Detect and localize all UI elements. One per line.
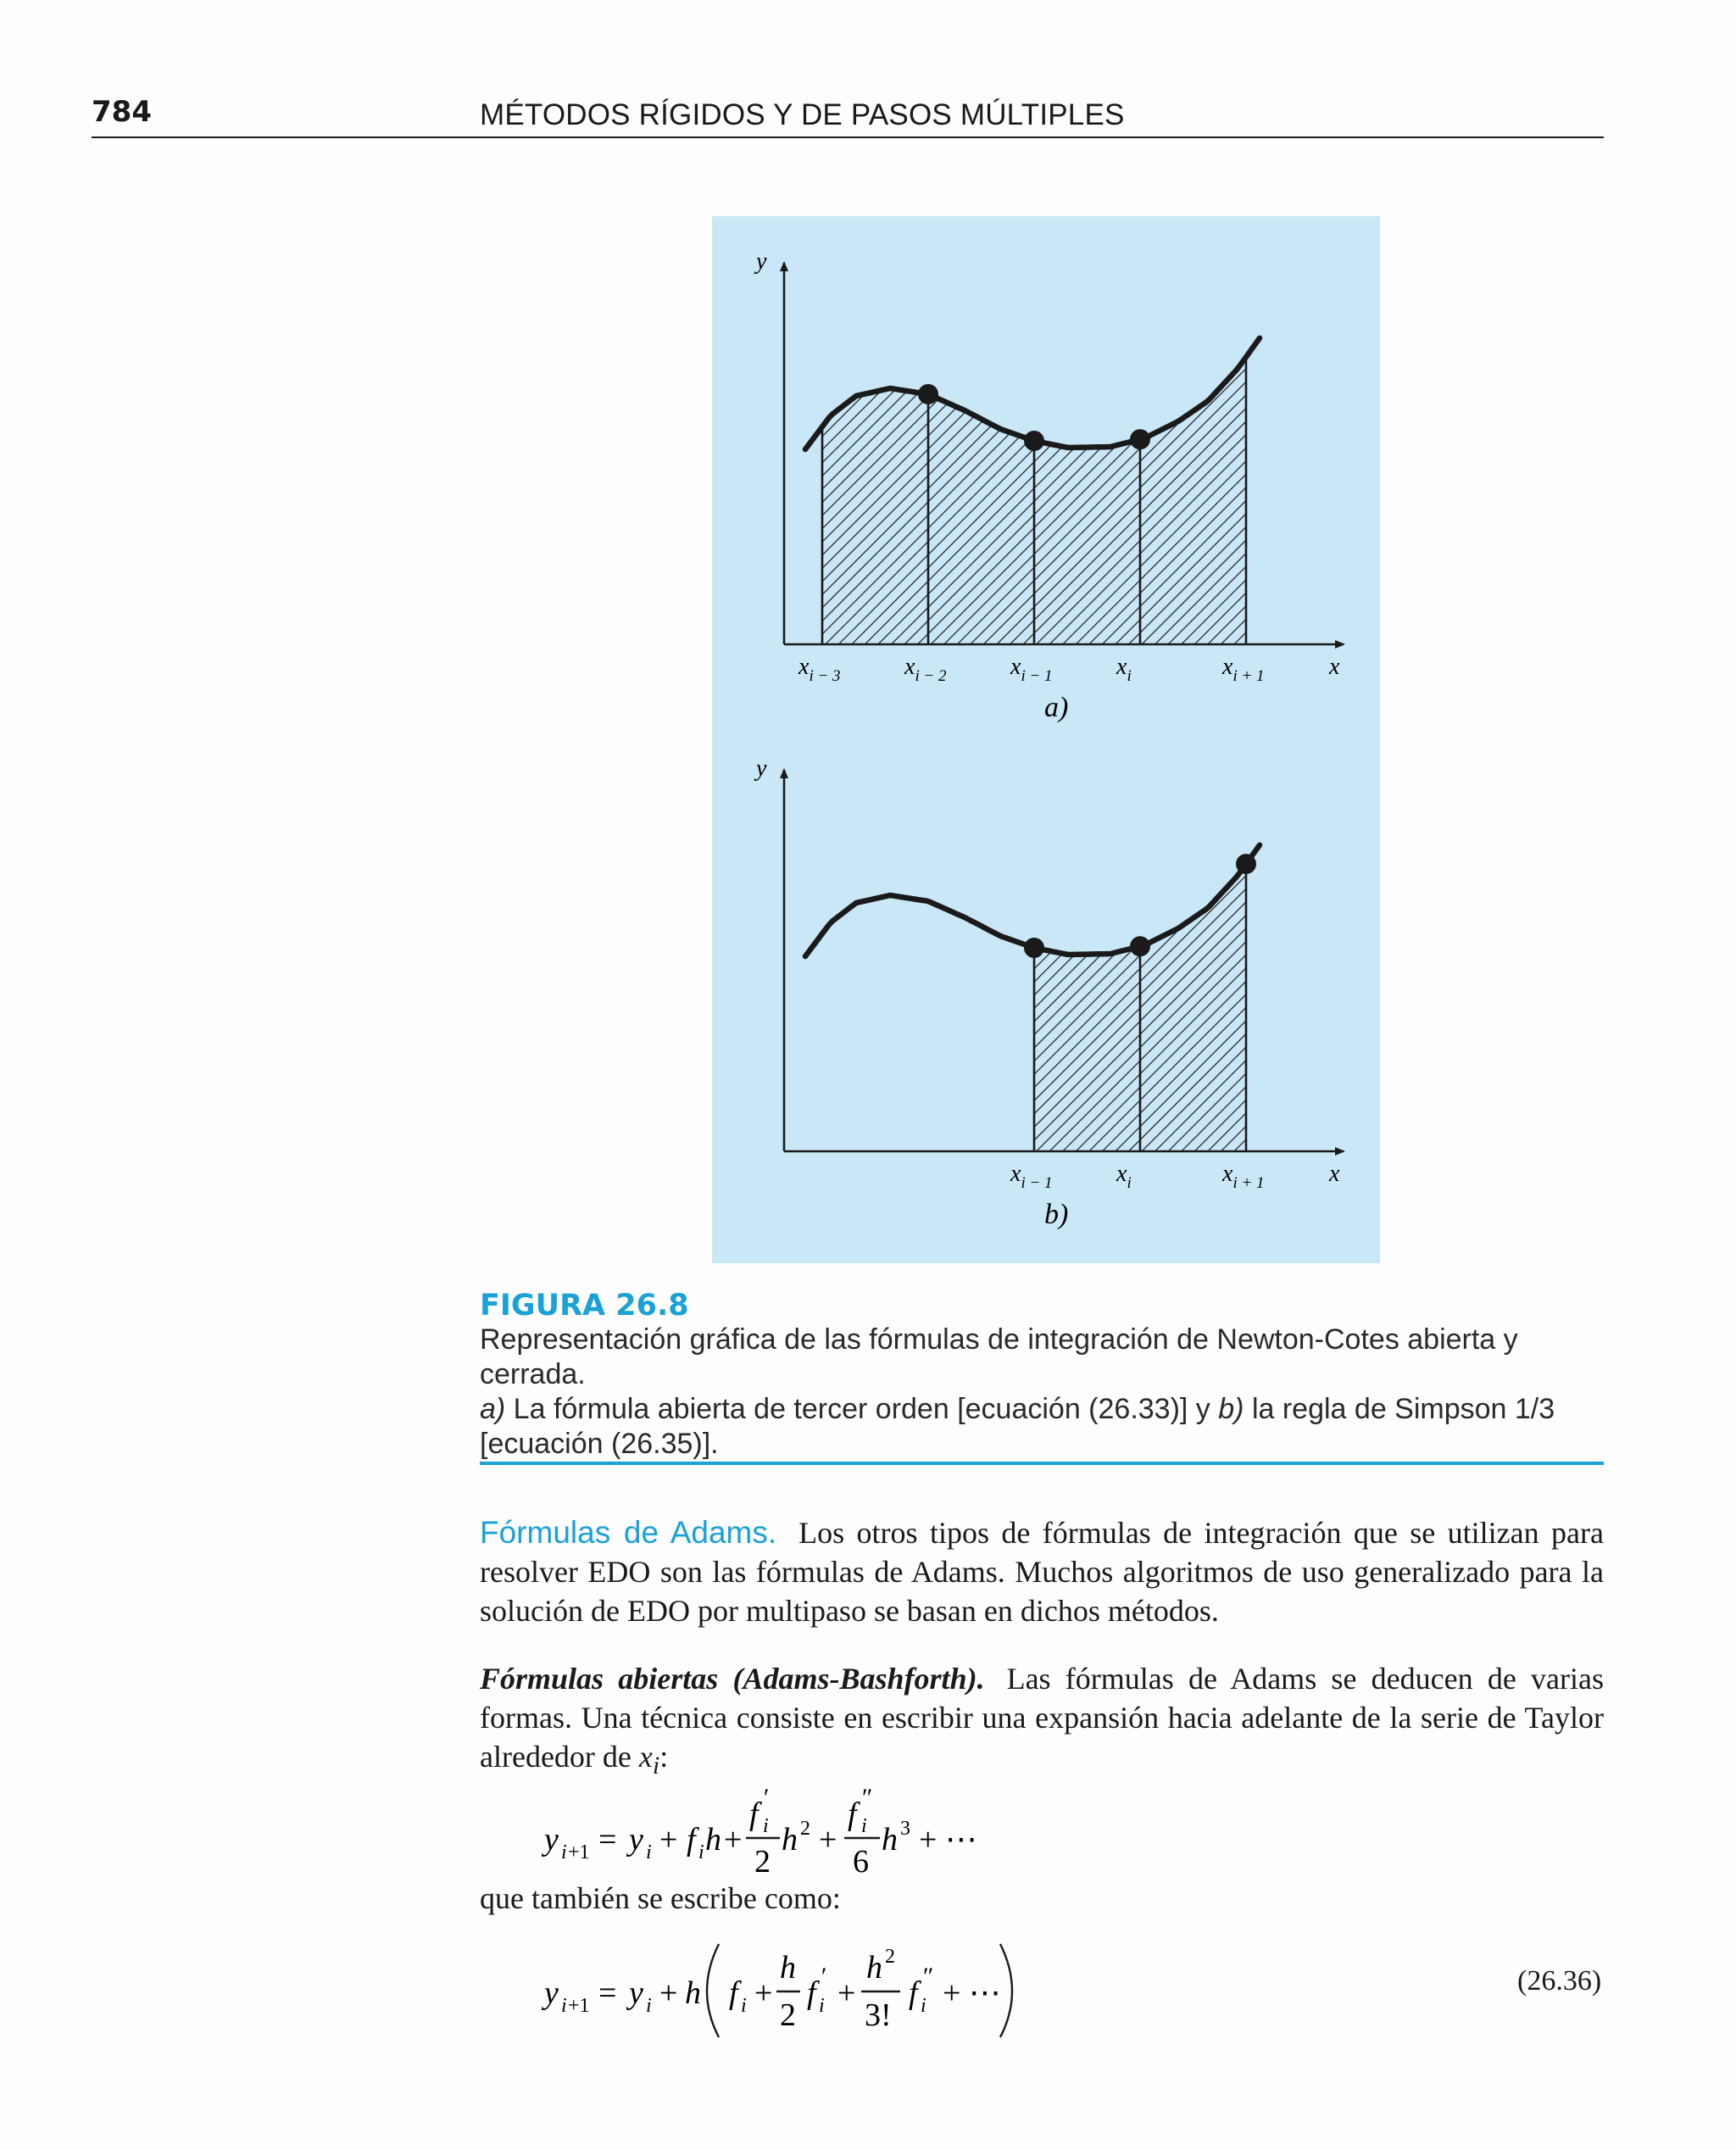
x-tick-label: $x_{i + 1}$ [1222, 654, 1265, 685]
figure-label: FIGURA 26.8 [480, 1289, 689, 1323]
open-formulas-heading: Fórmulas abiertas (Adams-Bashforth). [480, 1662, 985, 1696]
svg-text:2: 2 [754, 1844, 771, 1880]
x-tick-label: $x_{i - 3}$ [798, 654, 841, 685]
svg-text:i: i [698, 1841, 704, 1863]
svg-text:i: i [741, 1995, 747, 2017]
svg-text:+1: +1 [568, 1841, 590, 1863]
svg-text:h: h [685, 1975, 701, 2011]
svg-text:h: h [782, 1822, 798, 1858]
svg-text:+: + [724, 1822, 743, 1858]
svg-text:3!: 3! [865, 1997, 892, 2033]
data-point [1024, 938, 1044, 958]
adams-paragraph [480, 1513, 1604, 1630]
open-formulas-text: Las fórmulas de Adams se deducen de varias formas. Una técnica consiste en escribir una expansión hacia adelante de la serie de Taylor alrededor de [480, 1662, 1604, 1774]
svg-text:+ ⋯: + ⋯ [919, 1822, 977, 1858]
svg-text:+: + [819, 1822, 837, 1858]
svg-text:″: ″ [921, 1963, 932, 1991]
panel-sublabel: b) [1044, 1199, 1069, 1230]
header-rule [92, 136, 1604, 138]
caption-text-a: La fórmula abierta de tercer orden [ecuación (26.33)] y [505, 1393, 1219, 1425]
figure-panel-b [754, 755, 1344, 1230]
svg-text:″: ″ [860, 1784, 871, 1812]
running-title: MÉTODOS RÍGIDOS Y DE PASOS MÚLTIPLES [480, 98, 1125, 131]
svg-text:2: 2 [780, 1997, 796, 2033]
data-point [918, 384, 938, 404]
taylor-equation [526, 1780, 1119, 1882]
svg-text:f: f [848, 1796, 857, 1832]
svg-text:+ ⋯: + ⋯ [943, 1975, 1001, 2011]
adams-text: Los otros tipos de fórmulas de integración que se utilizan para resolver EDO son las fórmulas de Adams. Muchos algoritmos de uso generalizado para la solución de EDO por multipaso se basan en dichos métodos. [480, 1516, 1605, 1628]
data-point [1130, 936, 1150, 956]
figure-panel [712, 216, 1380, 1263]
svg-text:+: + [659, 1822, 678, 1858]
svg-text:f: f [729, 1975, 738, 2011]
data-point [1024, 431, 1044, 451]
page-number: 784 [92, 95, 152, 129]
svg-text:f: f [909, 1975, 918, 2011]
svg-text:i: i [646, 1841, 652, 1863]
svg-text:i: i [561, 1995, 567, 2017]
svg-text:=: = [598, 1822, 617, 1858]
svg-text:h: h [705, 1822, 721, 1858]
svg-text:y: y [629, 1822, 643, 1858]
data-point [1236, 854, 1256, 874]
svg-text:i: i [861, 1815, 867, 1837]
caption-ref-b: b) [1218, 1393, 1244, 1425]
section-rule [480, 1462, 1604, 1465]
svg-text:f: f [749, 1796, 759, 1832]
svg-text:′: ′ [762, 1784, 768, 1812]
svg-text:=: = [598, 1975, 617, 2011]
open-formulas-var: x [638, 1740, 653, 1774]
svg-text:h: h [866, 1950, 882, 1986]
svg-text:i: i [763, 1815, 769, 1837]
y-axis-label: y [756, 755, 767, 782]
equation-26-36 [526, 1937, 1068, 2043]
figure-panel-a [754, 248, 1344, 723]
caption-line-2 [480, 1392, 1607, 1462]
x-tick-label: $x_i$ [1116, 654, 1132, 685]
data-point [1130, 429, 1150, 449]
equation-number: (26.36) [1517, 1965, 1602, 1997]
x-axis-label: x [1329, 654, 1340, 680]
open-formulas-end: : [659, 1740, 669, 1774]
svg-text:3: 3 [900, 1818, 910, 1840]
x-tick-label: $x_{i + 1}$ [1222, 1161, 1265, 1192]
x-axis-label: x [1329, 1161, 1340, 1187]
also-text: que también se escribe como: [480, 1881, 841, 1915]
open-formulas-sub: i [652, 1752, 660, 1780]
svg-text:2: 2 [800, 1818, 810, 1840]
svg-text:+: + [837, 1975, 856, 2011]
svg-text:′: ′ [820, 1963, 826, 1991]
svg-text:h: h [780, 1950, 796, 1986]
adams-heading: Fórmulas de Adams. [480, 1515, 777, 1550]
y-axis-label: y [756, 248, 767, 275]
svg-text:f: f [687, 1822, 696, 1858]
x-tick-label: $x_i$ [1116, 1161, 1132, 1192]
caption-line-1: Representación gráfica de las fórmulas de integración de Newton-Cotes abierta y cerrada. [480, 1323, 1518, 1390]
svg-text:6: 6 [853, 1844, 869, 1880]
svg-text:y: y [544, 1822, 559, 1858]
svg-text:+: + [754, 1975, 773, 2011]
svg-text:i: i [921, 1995, 926, 2017]
figure-caption [480, 1323, 1607, 1462]
svg-text:+: + [659, 1975, 678, 2011]
caption-ref-a: a) [480, 1393, 506, 1425]
svg-text:i: i [819, 1995, 825, 2017]
svg-text:i: i [646, 1995, 652, 2017]
svg-text:y: y [629, 1975, 643, 2011]
open-formulas-paragraph [480, 1659, 1604, 1785]
svg-text:f: f [807, 1975, 816, 2011]
svg-text:2: 2 [885, 1946, 895, 1968]
x-tick-label: $x_{i - 1}$ [1010, 1161, 1053, 1192]
x-tick-label: $x_{i - 2}$ [904, 654, 947, 685]
svg-text:+1: +1 [568, 1995, 590, 2017]
caption-text-b: la regla de Simpson 1/3 [ecuación (26.35)]. [480, 1393, 1555, 1460]
svg-text:y: y [544, 1975, 559, 2011]
svg-text:i: i [561, 1841, 567, 1863]
svg-text:h: h [882, 1822, 898, 1858]
x-tick-label: $x_{i - 1}$ [1010, 654, 1053, 685]
panel-sublabel: a) [1044, 692, 1069, 723]
newton-cotes-figure [712, 216, 1380, 1263]
